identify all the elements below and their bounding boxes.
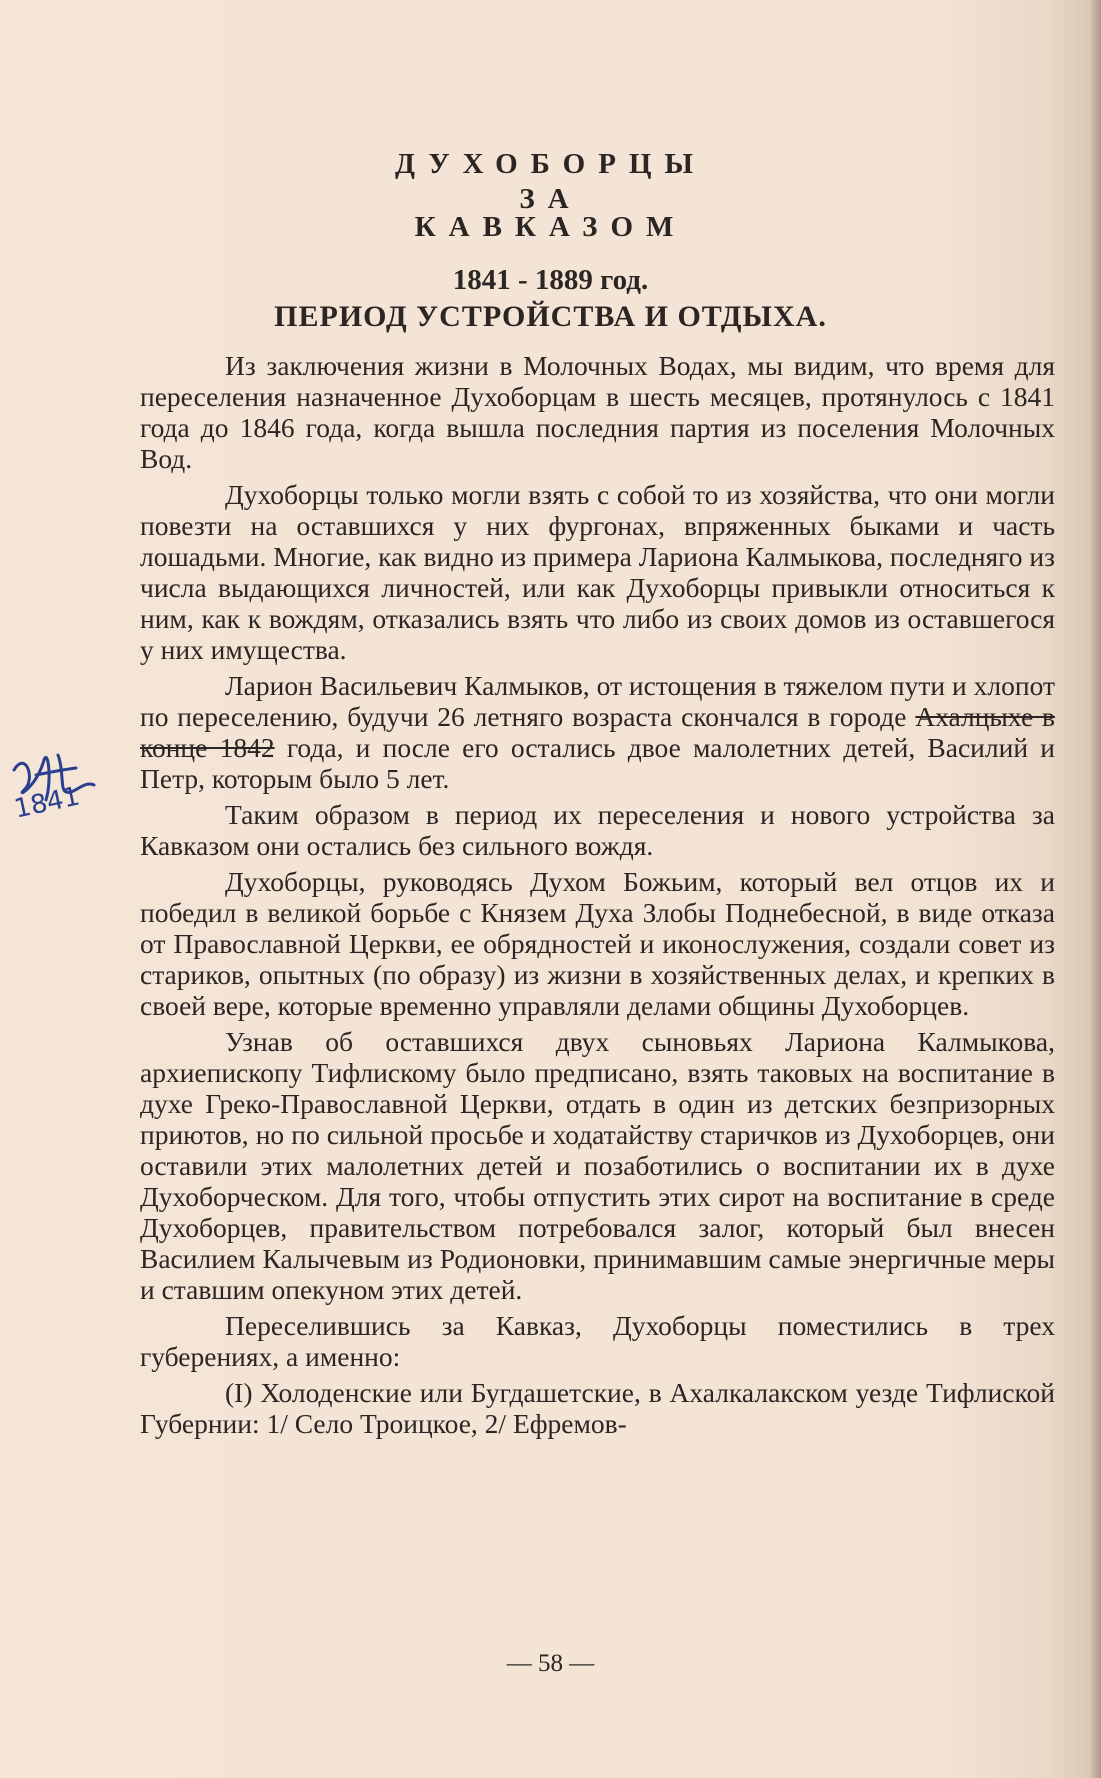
paragraph-6: Узнав об оставшихся двух сыновьях Лариона Калмыкова, архиепископу Тифлискому было предписано, взять таковых на воспитание в духе Греко-Православной Церкви, отдать в один из детских безпризорных приютов, но по сильной просьбе и ходатайству старичков из Духоборцев, они оставили этих малолетних детей и позаботились о воспитании их в духе Духоборческом. Для того, чтобы отпустить этих сирот на воспитание в среде Духоборцев, правительством потребовался залог, который был внесен Василием Калычевым из Родионовки, принимавшим самые энергичные меры и ставшим опекуном этих детей. xyxy=(140,1026,1055,1305)
body-text xyxy=(140,350,1055,1444)
heading-line-1: ДУХОБОРЦЫ xyxy=(395,148,706,180)
paragraph-1: Из заключения жизни в Молочных Водах, мы видим, что время для переселения назначенное Духоборцам в шесть месяцев, протянулось с 1841 года до 1846 года, когда вышла последния партия из поселения Молочных Вод. xyxy=(140,350,1055,474)
paragraph-4: Таким образом в период их переселения и нового устройства за Кавказом они остались без сильного вождя. xyxy=(140,799,1055,861)
paragraph-7: Переселившись за Кавказ, Духоборцы поместились в трех губерениях, а именно: xyxy=(140,1310,1055,1372)
heading-line-2: ЗА xyxy=(519,183,582,215)
paragraph-2: Духоборцы только могли взять с собой то из хозяйства, что они могли повезти на оставшихся у них фургонах, впряженных быками и часть лошадьми. Многие, как видно из примера Лариона Калмыкова, последняго из числа выдающихся личностей, или как Духоборцы привыкли относиться к ним, как к вождям, отказались взять что либо из своих домов из оставшегося у них имущества. xyxy=(140,479,1055,665)
struck-text: Ахалцыхе в конце 1842 xyxy=(140,701,1055,763)
paragraph-3-end: года, и после его остались двое малолетних детей, Василий и Петр, которым было 5 лет. xyxy=(140,732,1055,794)
heading-line-3: КАВКАЗОМ xyxy=(414,211,687,243)
paragraph-3 xyxy=(140,670,1055,794)
margin-note-text: 1841 xyxy=(11,781,83,825)
paragraph-3-start: Ларион Васильевич Калмыков, от истощения в тяжелом пути и хлопот по переселению, будучи 26 летняго возраста скончался в городе xyxy=(140,670,1055,732)
heading-years: 1841 - 1889 год. xyxy=(452,264,649,296)
heading-period: ПЕРИОД УСТРОЙСТВА И ОТДЫХА. xyxy=(274,300,827,333)
paragraph-5: Духоборцы, руководясь Духом Божьим, который вел отцов их и победил в великой борьбе с Князем Духа Злобы Поднебесной, в виде отказа от Православной Церкви, ее обрядностей и иконослужения, создали совет из стариков, опытных (по образу) из жизни в хозяйственных делах, и крепких в своей вере, которые временно управляли делами общины Духоборцев. xyxy=(140,866,1055,1021)
page-number: — 58 — xyxy=(506,1650,595,1677)
paragraph-8: (I) Холоденские или Бугдашетские, в Ахалкалакском уезде Тифлиской Губернии: 1/ Село Троицкое, 2/ Ефремов- xyxy=(140,1377,1055,1439)
